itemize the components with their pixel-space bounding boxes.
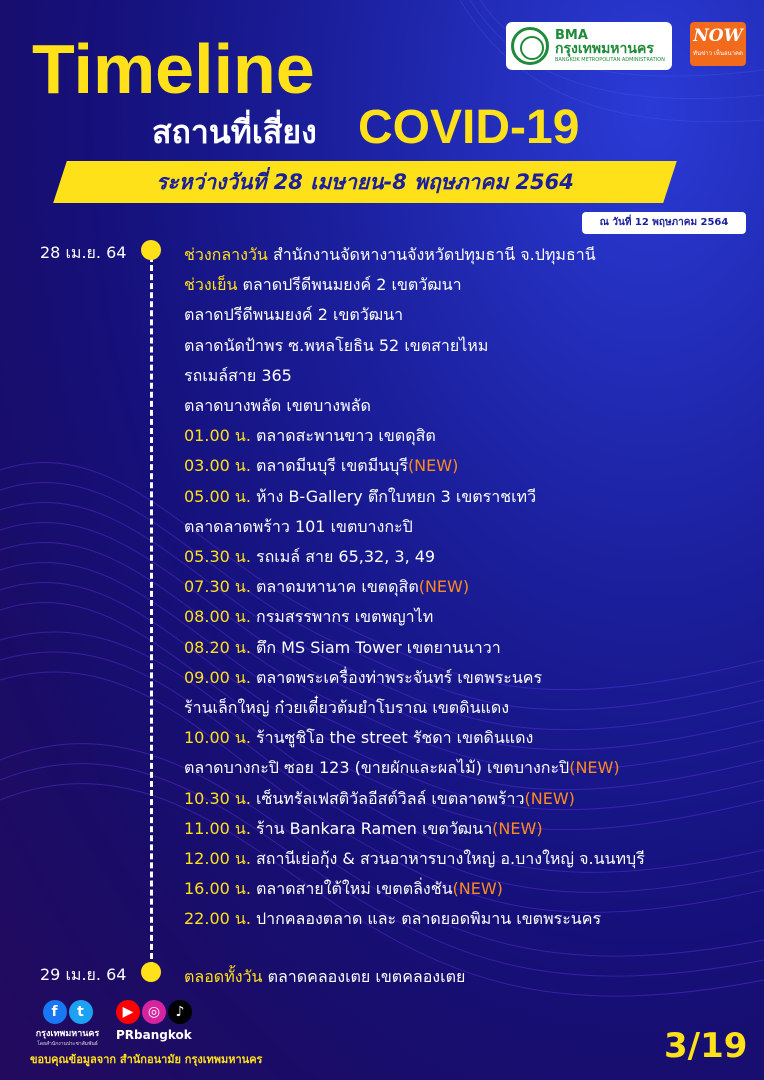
entry-time: 12.00 น. xyxy=(184,849,251,868)
entry-place: ตลาดมีนบุรี เขตมีนบุรี xyxy=(250,456,408,476)
entry-place: ตลาดสายใต้ใหม่ เขตตลิ่งชัน xyxy=(250,879,453,899)
new-tag: (NEW) xyxy=(452,879,503,899)
entry-place: กรมสรรพากร เขตพญาไท xyxy=(250,607,434,627)
entry-time: 22.00 น. xyxy=(184,909,251,929)
entry-place: สถานีเย่อกุ้ง & สวนอาหารบางใหญ่ อ.บางใหญ่ จ.นนทบุรี xyxy=(250,849,645,868)
entry-place: รถเมล์สาย 365 xyxy=(184,365,292,385)
entry-time: 05.00 น. xyxy=(184,486,251,506)
bma-english-name: BANGKOK METROPOLITAN ADMINISTRATION xyxy=(555,57,665,63)
new-tag: (NEW) xyxy=(524,788,575,808)
timeline-dot-day2 xyxy=(141,962,161,982)
bma-thai-name: กรุงเทพมหานคร xyxy=(555,41,654,57)
entry-time: 01.00 น. xyxy=(184,426,251,446)
timeline-line xyxy=(150,256,153,968)
instagram-icon[interactable]: ◎ xyxy=(142,1000,166,1024)
new-tag: (NEW) xyxy=(569,758,620,778)
new-tag: (NEW) xyxy=(418,577,470,597)
pr-social-block xyxy=(116,1000,202,1042)
entry-place: ตลาดสะพานขาว เขตดุสิต xyxy=(250,426,436,446)
entry-time: 16.00 น. xyxy=(184,879,251,899)
date-label-day1: 28 เม.ย. 64 xyxy=(40,243,127,262)
entry-time: 05.30 น. xyxy=(184,547,251,566)
new-tag: (NEW) xyxy=(407,456,459,476)
as-of-badge: ณ วันที่ 12 พฤษภาคม 2564 xyxy=(582,212,746,234)
timeline-entry xyxy=(184,575,469,600)
entry-time: ตลอดทั้งวัน xyxy=(184,967,263,986)
bkk-account-name: กรุงเทพมหานคร xyxy=(35,1029,100,1039)
entry-time: 11.00 น. xyxy=(184,818,251,838)
entry-place: ตลาดคลองเตย เขตคลองเตย xyxy=(262,967,466,986)
subtitle-risk-places: สถานที่เสี่ยง xyxy=(152,113,317,151)
entry-place: รถเมล์ สาย 65,32, 3, 49 xyxy=(250,547,436,566)
bkk-account-sub: โดยสำนักงานประชาสัมพันธ์ xyxy=(37,1041,98,1047)
timeline-entry xyxy=(184,364,292,389)
timeline-entry xyxy=(184,965,465,990)
date-range-banner xyxy=(53,161,677,203)
bma-logo xyxy=(506,22,672,70)
entry-time: 09.00 น. xyxy=(184,667,251,687)
entry-place: ตลาดพระเครื่องท่าพระจันทร์ เขตพระนคร xyxy=(250,667,543,687)
bma-abbr: BMA xyxy=(555,28,588,43)
timeline-dot-day1 xyxy=(141,240,161,260)
timeline-entry xyxy=(184,334,488,359)
entry-place: เซ็นทรัลเฟสติวัลอีสต์วิลล์ เขตลาดพร้าว xyxy=(250,788,525,808)
bkk-social-block xyxy=(30,1000,105,1048)
timeline-entry xyxy=(184,666,542,691)
entry-time: 10.00 น. xyxy=(184,728,251,748)
timeline-entry xyxy=(184,877,503,902)
subtitle-covid: COVID-19 xyxy=(358,101,580,154)
new-tag: (NEW) xyxy=(492,818,543,838)
entry-place: ตลาดนัดป้าพร ซ.พหลโยธิน 52 เขตสายไหม xyxy=(184,335,489,355)
date-label-day2: 29 เม.ย. 64 xyxy=(40,965,127,984)
entry-place: ห้าง B-Gallery ตึกใบหยก 3 เขตราชเทวี xyxy=(250,486,537,506)
entry-place: ปากคลองตลาด และ ตลาดยอดพิมาน เขตพระนคร xyxy=(250,909,602,929)
entry-place: ตลาดบางพลัด เขตบางพลัด xyxy=(184,396,371,415)
entry-place: ตลาดปรีดีพนมยงค์ 2 เขตวัฒนา xyxy=(184,305,404,325)
entry-time: 07.30 น. xyxy=(184,577,251,597)
timeline-entry xyxy=(184,847,645,872)
pr-account-name: PRbangkok xyxy=(116,1028,192,1042)
bma-seal-icon xyxy=(511,27,549,65)
entry-time: ช่วงเย็น xyxy=(184,275,238,295)
entry-time: 08.20 น. xyxy=(184,637,251,657)
entry-time: 03.00 น. xyxy=(184,456,251,476)
timeline-entry xyxy=(184,273,462,298)
timeline-entry xyxy=(184,907,601,932)
entry-place: ตลาดลาดพร้าว 101 เขตบางกะปิ xyxy=(184,516,413,536)
timeline-entry xyxy=(184,787,575,812)
timeline-entry xyxy=(184,454,458,479)
entry-time: 10.30 น. xyxy=(184,788,251,808)
entry-place: ตลาดปรีดีพนมยงค์ 2 เขตวัฒนา xyxy=(237,275,462,295)
page-number: 3/19 xyxy=(664,1026,748,1066)
now-logo-text: NOW xyxy=(693,26,743,46)
page-title: Timeline xyxy=(32,30,315,108)
data-credit: ขอบคุณข้อมูลจาก สำนักอนามัย กรุงเทพมหานคร xyxy=(30,1053,263,1066)
entry-place: ตึก MS Siam Tower เขตยานนาวา xyxy=(250,637,501,657)
entry-place: ร้านเล็กใหญ่ ก๋วยเตี๋ยวต้มยำโบราณ เขตดินแดง xyxy=(184,698,510,717)
entry-place: ร้านซูชิโอ the street รัชดา เขตดินแดง xyxy=(250,728,534,748)
timeline-entry xyxy=(184,303,403,328)
timeline-entry xyxy=(184,424,436,449)
timeline-entry xyxy=(184,636,501,661)
timeline-entry xyxy=(184,605,433,630)
twitter-icon[interactable]: t xyxy=(69,1000,93,1024)
youtube-icon[interactable]: ▶ xyxy=(116,1000,140,1024)
timeline-entry xyxy=(184,696,509,721)
entry-time: ช่วงกลางวัน xyxy=(184,245,268,264)
timeline-entry xyxy=(184,243,596,268)
date-range-text: ระหว่างวันที่ 28 เมษายน-8 พฤษภาคม 2564 xyxy=(156,170,574,194)
timeline-entry xyxy=(184,515,413,540)
timeline-entry xyxy=(184,485,536,510)
now-logo xyxy=(690,22,746,66)
now-logo-tagline: ทันข่าว เห็นอนาคต xyxy=(693,50,743,57)
entry-place: สำนักงานจัดหางานจังหวัดปทุมธานี จ.ปทุมธานี xyxy=(267,245,596,264)
timeline-entry xyxy=(184,394,371,419)
facebook-icon[interactable]: f xyxy=(43,1000,67,1024)
timeline-entry xyxy=(184,726,533,751)
tiktok-icon[interactable]: ♪ xyxy=(168,1000,192,1024)
entry-place: ร้าน Bankara Ramen เขตวัฒนา xyxy=(250,818,493,838)
timeline-entry xyxy=(184,817,543,842)
entry-time: 08.00 น. xyxy=(184,607,251,627)
entry-place: ตลาดบางกะปิ ซอย 123 (ขายผักและผลไม้) เขตบางกะปิ xyxy=(184,758,570,778)
entry-place: ตลาดมหานาค เขตดุสิต xyxy=(250,577,419,597)
timeline-entry xyxy=(184,545,435,570)
timeline-entry xyxy=(184,756,620,781)
